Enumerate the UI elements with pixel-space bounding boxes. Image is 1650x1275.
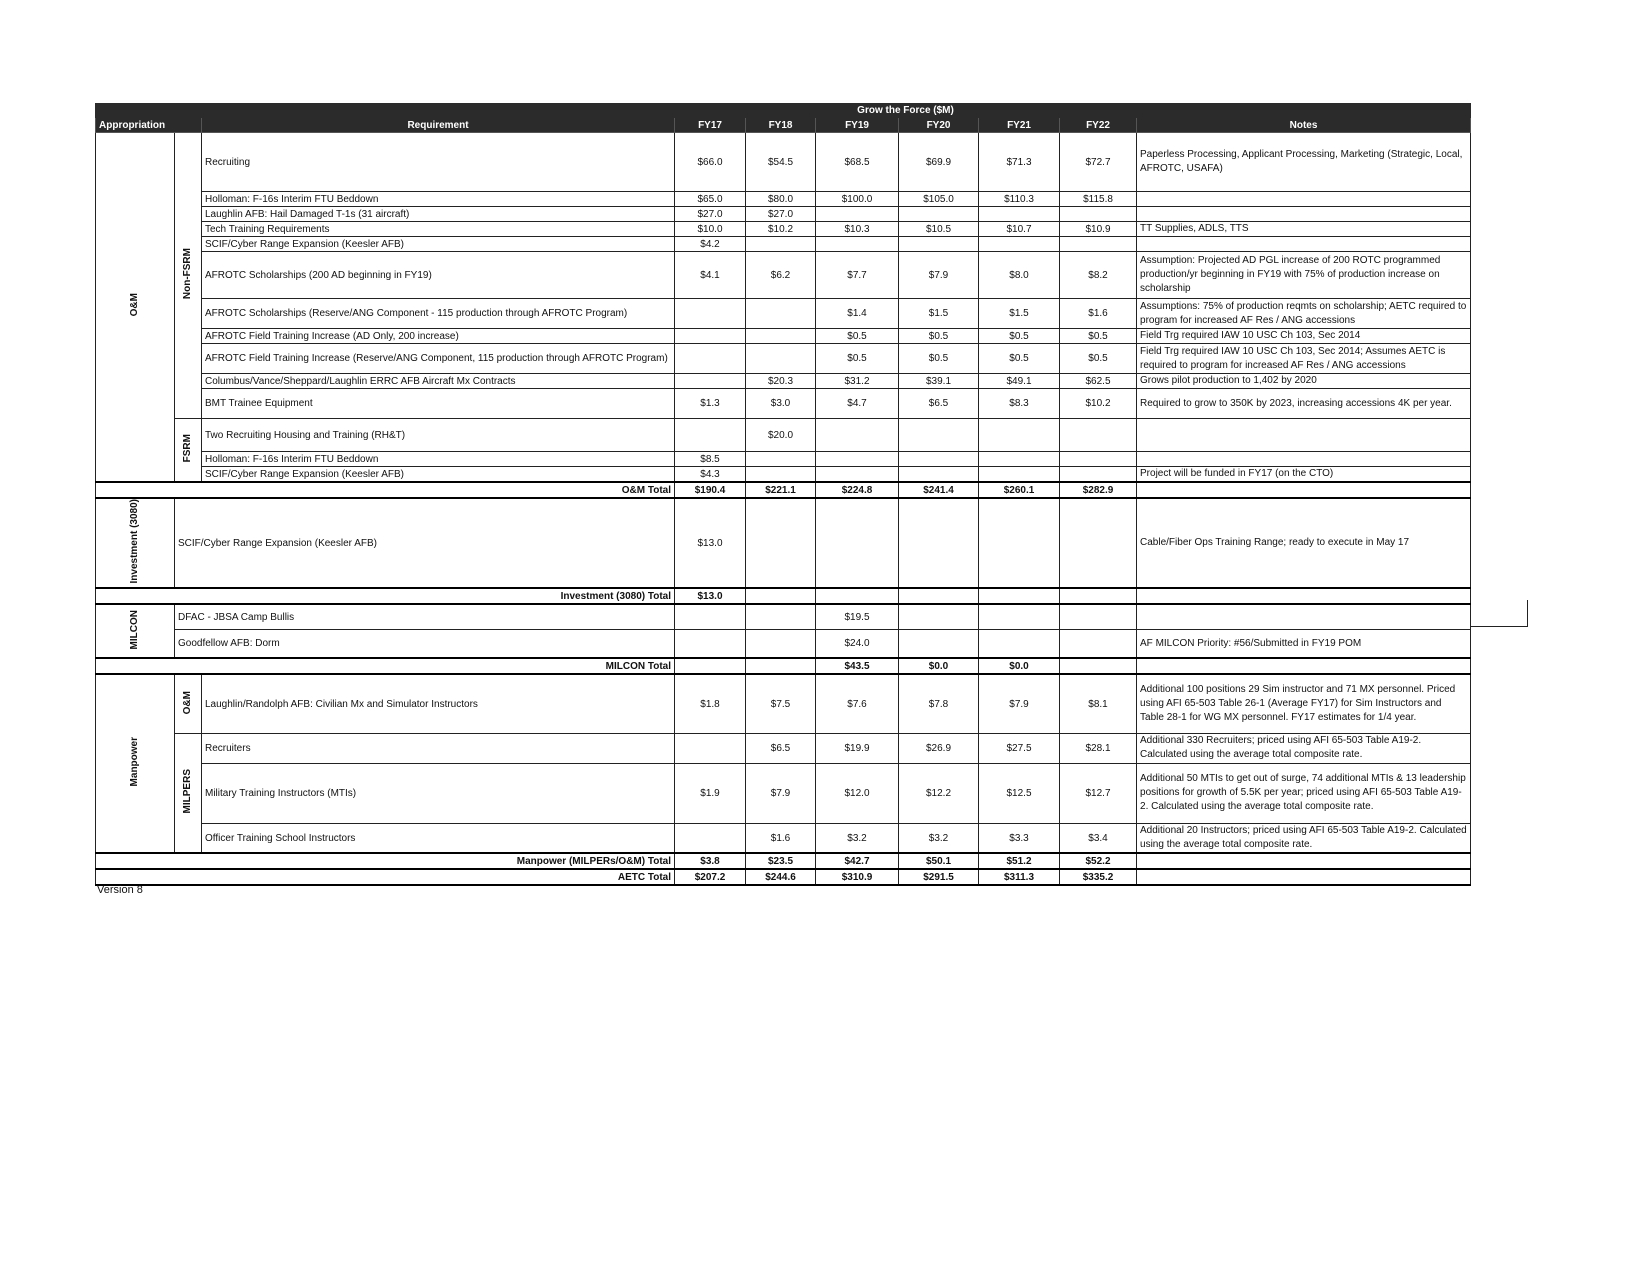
table-row: AFROTC Scholarships (200 AD beginning in FY19) $4.1 $6.2 $7.7 $7.9 $8.0 $8.2 Assumption: Projected AD PGL increase of 200 ROTC programmed production/yr beginning in FY19 with 75% of production increase on scholarship <box>96 252 1471 299</box>
table-row: Goodfellow AFB: Dorm $24.0 AF MILCON Priority: #56/Submitted in FY19 POM <box>96 629 1471 658</box>
table-row: Investment (3080) SCIF/Cyber Range Expansion (Keesler AFB) $13.0 Cable/Fiber Ops Training Range; ready to execute in May 17 <box>96 498 1471 588</box>
margin-line-vertical <box>1527 600 1528 627</box>
table-row: Laughlin AFB: Hail Damaged T-1s (31 aircraft) $27.0 $27.0 <box>96 207 1471 222</box>
table-row: MILCON DFAC - JBSA Camp Bullis $19.5 <box>96 604 1471 629</box>
total-row-milcon: MILCON Total $43.5 $0.0 $0.0 <box>96 658 1471 674</box>
version-label: Version 8 <box>97 884 143 896</box>
table-row: Tech Training Requirements $10.0 $10.2 $10.3 $10.5 $10.7 $10.9 TT Supplies, ADLS, TTS <box>96 222 1471 237</box>
header-requirement: Requirement <box>202 118 675 133</box>
group-investment: Investment (3080) <box>96 498 175 588</box>
group-non-fsrm: Non-FSRM <box>175 133 202 419</box>
table-row: Officer Training School Instructors $1.6 $3.2 $3.2 $3.3 $3.4 Additional 20 Instructors; priced using AFI 65-503 Table A19-2. Calculated using the average total composite rate. <box>96 823 1471 853</box>
table-row: Military Training Instructors (MTIs) $1.9 $7.9 $12.0 $12.2 $12.5 $12.7 Additional 50 MTIs to get out of surge, 74 additional MTIs & 13 leadership positions for growth of 5.5K per year; priced using AFI 65-503 Table A19-2. Calculated using the average total composite rate. <box>96 763 1471 823</box>
header-fy18: FY18 <box>746 118 816 133</box>
group-fsrm: FSRM <box>175 419 202 483</box>
header-fy22: FY22 <box>1060 118 1137 133</box>
title-row <box>96 104 1471 118</box>
header-notes: Notes <box>1137 118 1471 133</box>
header-fy17: FY17 <box>675 118 746 133</box>
total-row-manpower: Manpower (MILPERs/O&M) Total $3.8 $23.5 $42.7 $50.1 $51.2 $52.2 <box>96 853 1471 869</box>
header-row <box>96 118 1471 133</box>
table-row: FSRM Two Recruiting Housing and Training (RH&T) $20.0 <box>96 419 1471 452</box>
table-row: O&M Non-FSRM Recruiting $66.0 $54.5 $68.5 $69.9 $71.3 $72.7 Paperless Processing, Applicant Processing, Marketing (Strategic, Local, AFROTC, USAFA) <box>96 133 1471 192</box>
table-row: Manpower O&M Laughlin/Randolph AFB: Civilian Mx and Simulator Instructors $1.8 $7.5 $7.6 $7.8 $7.9 $8.1 Additional 100 positions 29 Sim instructor and 71 MX personnel. Priced using AFI 65-503 Table 26-1 (Average FY17) for Sim Instructors and Table 28-1 for WG MX personnel. FY17 estimates for 1/4 year. <box>96 674 1471 733</box>
header-fy21: FY21 <box>979 118 1060 133</box>
group-om: O&M <box>96 133 175 483</box>
group-manpower-om: O&M <box>175 674 202 733</box>
margin-line-horizontal <box>1470 626 1527 627</box>
header-fy19: FY19 <box>816 118 899 133</box>
table-row: BMT Trainee Equipment $1.3 $3.0 $4.7 $6.5 $8.3 $10.2 Required to grow to 350K by 2023, increasing accessions 4K per year. <box>96 389 1471 419</box>
header-fy20: FY20 <box>899 118 979 133</box>
table-row: AFROTC Scholarships (Reserve/ANG Component - 115 production through AFROTC Program) $1.4 $1.5 $1.5 $1.6 Assumptions: 75% of production reqmts on scholarship; AETC required to program for increased AF Res / ANG accessions <box>96 299 1471 329</box>
table-row: SCIF/Cyber Range Expansion (Keesler AFB) $4.2 <box>96 237 1471 252</box>
total-row-aetc: AETC Total $207.2 $244.6 $310.9 $291.5 $311.3 $335.2 <box>96 869 1471 885</box>
table-row: Holloman: F-16s Interim FTU Beddown $65.0 $80.0 $100.0 $105.0 $110.3 $115.8 <box>96 192 1471 207</box>
table-title: Grow the Force ($M) <box>675 104 1137 118</box>
table-row: AFROTC Field Training Increase (Reserve/ANG Component, 115 production through AFROTC Program) $0.5 $0.5 $0.5 $0.5 Field Trg required IAW 10 USC Ch 103, Sec 2014; Assumes AETC is required to program for increased AF Res / ANG accessions <box>96 344 1471 374</box>
budget-sheet <box>95 103 1470 886</box>
total-row-om: O&M Total $190.4 $221.1 $224.8 $241.4 $260.1 $282.9 <box>96 482 1471 498</box>
table-row: MILPERS Recruiters $6.5 $19.9 $26.9 $27.5 $28.1 Additional 330 Recruiters; priced using AFI 65-503 Table A19-2. Calculated using the average total composite rate. <box>96 733 1471 763</box>
group-milpers: MILPERS <box>175 733 202 853</box>
table-row: AFROTC Field Training Increase (AD Only, 200 increase) $0.5 $0.5 $0.5 $0.5 Field Trg required IAW 10 USC Ch 103, Sec 2014 <box>96 329 1471 344</box>
table-row: SCIF/Cyber Range Expansion (Keesler AFB) $4.3 Project will be funded in FY17 (on the CTO) <box>96 467 1471 483</box>
group-milcon: MILCON <box>96 604 175 658</box>
header-appropriation: Appropriation <box>96 118 202 133</box>
total-row-investment: Investment (3080) Total $13.0 <box>96 588 1471 604</box>
table-row: Columbus/Vance/Sheppard/Laughlin ERRC AFB Aircraft Mx Contracts $20.3 $31.2 $39.1 $49.1 $62.5 Grows pilot production to 1,402 by 2020 <box>96 374 1471 389</box>
table-row: Holloman: F-16s Interim FTU Beddown $8.5 <box>96 452 1471 467</box>
grow-the-force-table <box>95 103 1471 886</box>
group-manpower: Manpower <box>96 674 175 853</box>
